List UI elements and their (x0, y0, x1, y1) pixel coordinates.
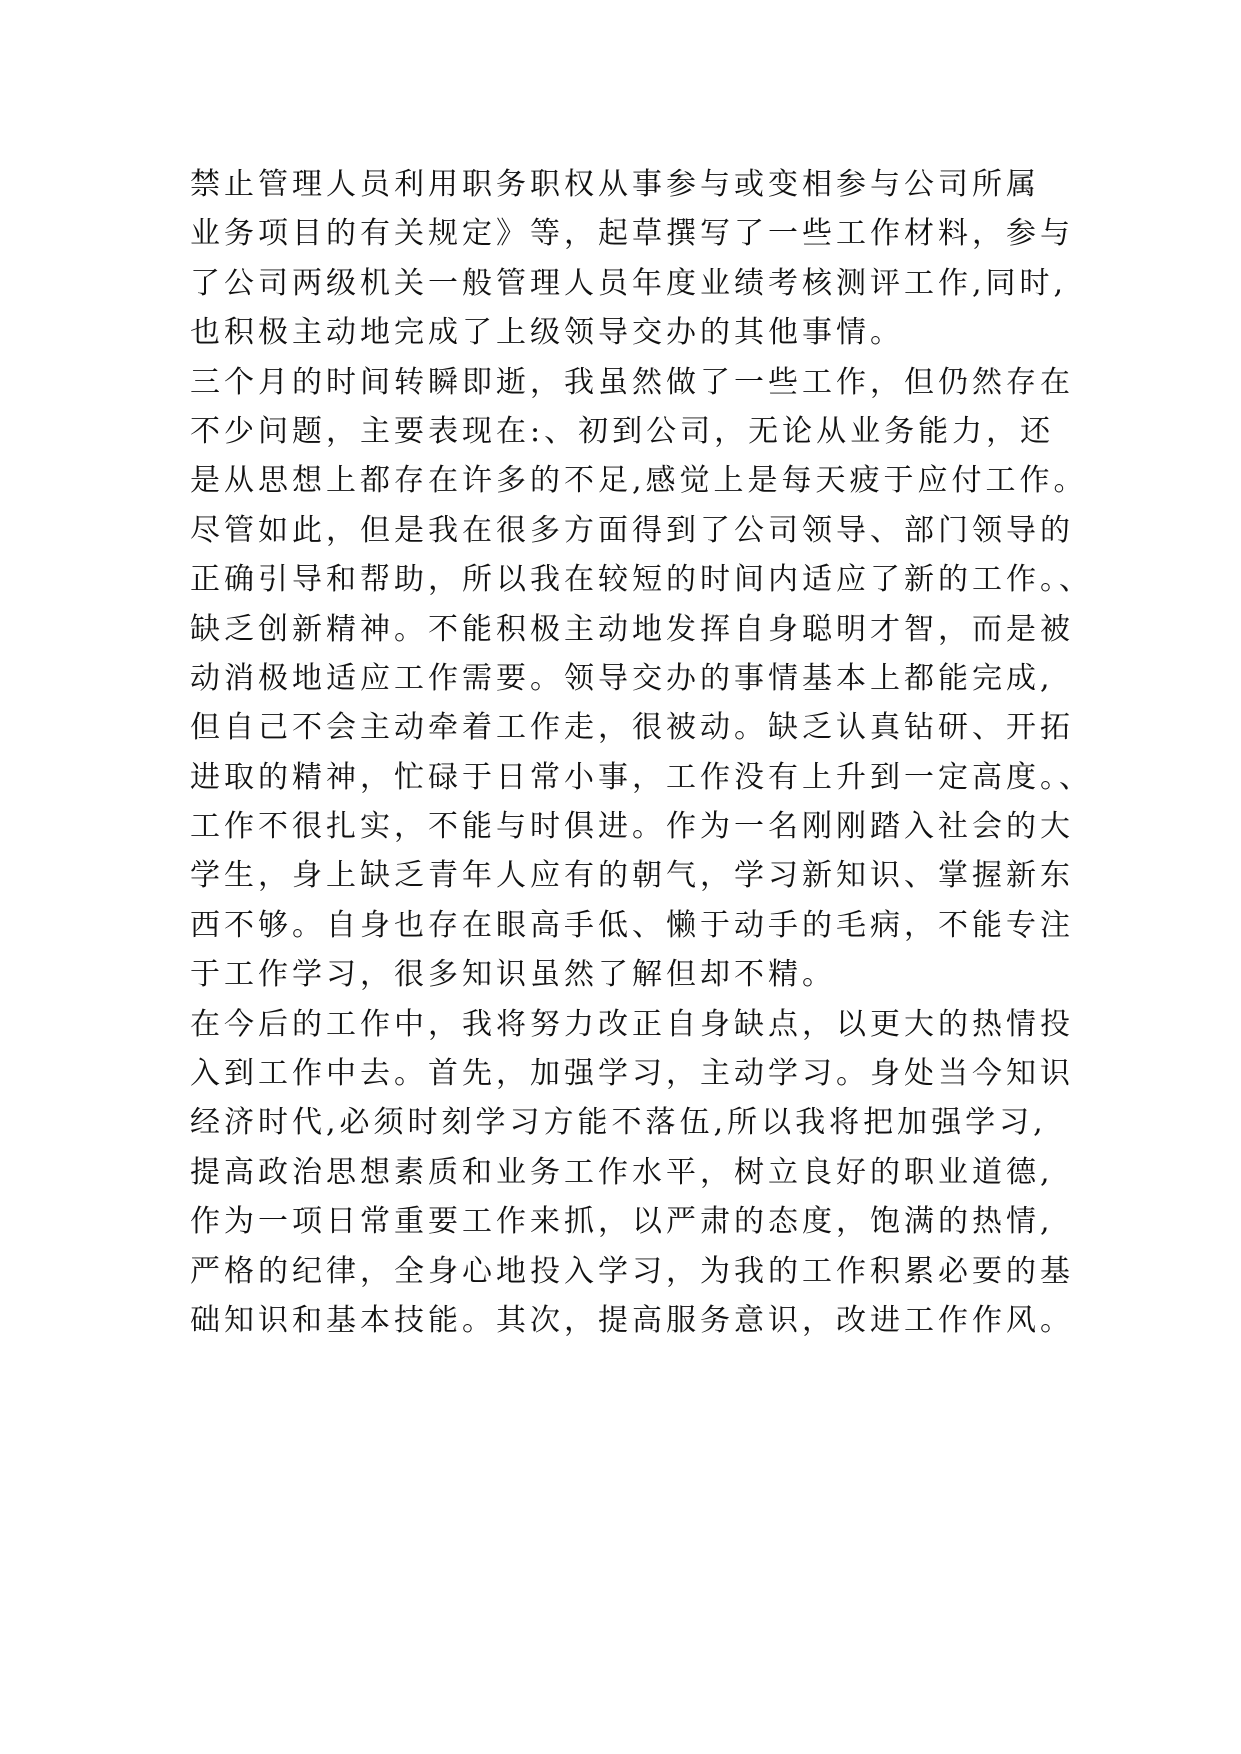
text-line: 入到工作中去。首先，加强学习，主动学习。身处当今知识 (190, 1056, 1074, 1092)
text-line: 业务项目的有关规定》等，起草撰写了一些工作材料，参与 (190, 216, 1074, 252)
text-line: 础知识和基本技能。其次，提高服务意识，改进工作作风。 (190, 1302, 1074, 1338)
text-line: 工作不很扎实，不能与时俱进。作为一名刚刚踏入社会的大 (190, 809, 1074, 845)
document-body (190, 160, 1093, 1345)
text-line: 了公司两级机关一般管理人员年度业绩考核测评工作,同时, (190, 265, 1068, 301)
text-line: 尽管如此，但是我在很多方面得到了公司领导、部门领导的 (190, 512, 1074, 548)
text-line: 进取的精神，忙碌于日常小事，工作没有上升到一定高度。、 (190, 759, 1093, 795)
text-line: 不少问题，主要表现在:、初到公司，无论从业务能力，还 (190, 413, 1055, 449)
text-line: 学生，身上缺乏青年人应有的朝气，学习新知识、掌握新东 (190, 858, 1074, 894)
text-line: 作为一项日常重要工作来抓，以严肃的态度，饱满的热情, (190, 1204, 1054, 1240)
text-line: 三个月的时间转瞬即逝，我虽然做了一些工作，但仍然存在 (190, 364, 1074, 400)
text-line: 经济时代,必须时刻学习方能不落伍,所以我将把加强学习, (190, 1105, 1047, 1141)
text-line: 禁止管理人员利用职务职权从事参与或变相参与公司所属 (190, 167, 1040, 202)
text-line: 于工作学习，很多知识虽然了解但却不精。 (190, 957, 836, 993)
text-line: 西不够。自身也存在眼高手低、懒于动手的毛病，不能专注 (190, 907, 1074, 943)
text-line: 正确引导和帮助，所以我在较短的时间内适应了新的工作。、 (190, 562, 1093, 598)
text-line: 也积极主动地完成了上级领导交办的其他事情。 (190, 315, 904, 351)
text-line: 在今后的工作中，我将努力改正自身缺点，以更大的热情投 (190, 1006, 1074, 1042)
text-line: 但自己不会主动牵着工作走，很被动。缺乏认真钻研、开拓 (190, 710, 1074, 746)
text-line: 严格的纪律，全身心地投入学习，为我的工作积累必要的基 (190, 1253, 1074, 1289)
text-line: 动消极地适应工作需要。领导交办的事情基本上都能完成, (190, 660, 1054, 696)
text-line: 提高政治思想素质和业务工作水平，树立良好的职业道德, (190, 1154, 1054, 1190)
text-line: 缺乏创新精神。不能积极主动地发挥自身聪明才智，而是被 (190, 611, 1074, 647)
text-line: 是从思想上都存在许多的不足,感觉上是每天疲于应付工作。 (190, 463, 1088, 499)
